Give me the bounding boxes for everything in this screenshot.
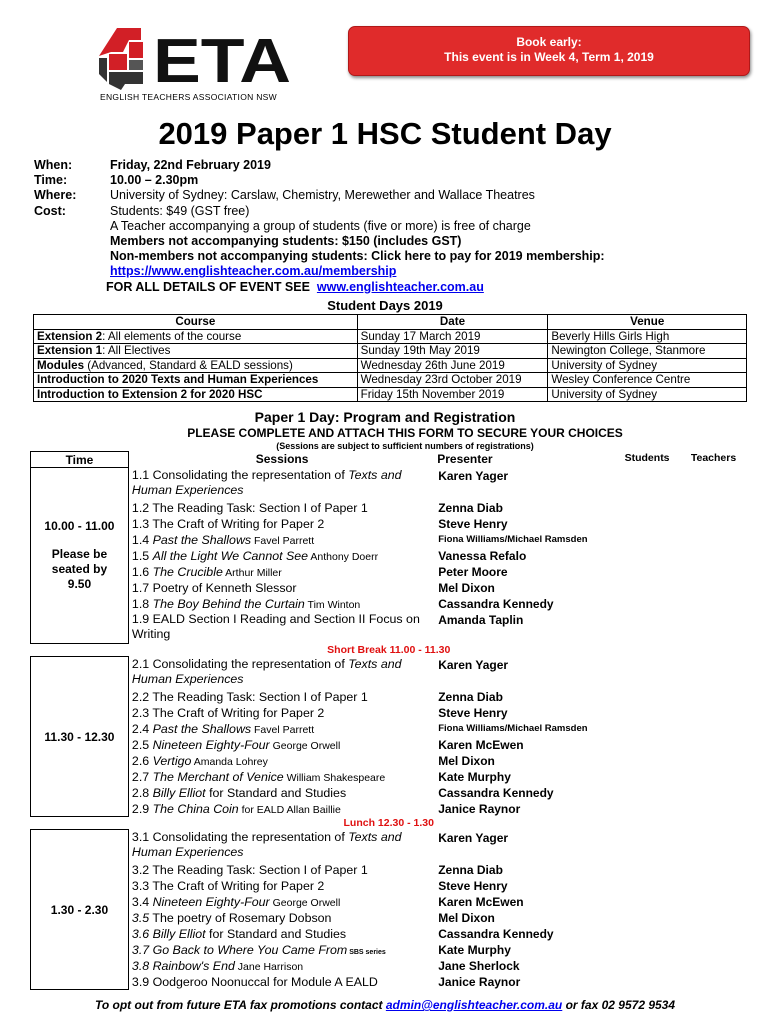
- presenter: Fiona Williams/Michael Ramsden: [438, 533, 588, 545]
- course-cell: Extension 1: All Electives: [34, 344, 358, 359]
- where-value: University of Sydney: Carslaw, Chemistry, Merewether and Wallace Theatres: [110, 188, 535, 203]
- session-3-1[interactable]: 3.1 Consolidating the representation of Texts and Human Experiences: [131, 829, 402, 859]
- block-1-presenters: [435, 468, 614, 644]
- lunch-row: [31, 817, 748, 830]
- session-3-3[interactable]: 3.3 The Craft of Writing for Paper 2: [131, 878, 325, 893]
- col-students: Students: [624, 451, 670, 464]
- student-day-row: [34, 358, 747, 373]
- teacher-line: A Teacher accompanying a group of students (five or more) is free of charge: [110, 218, 531, 233]
- footer: [0, 998, 770, 1012]
- presenter: Amanda Taplin: [438, 612, 524, 627]
- page-title: 2019 Paper 1 HSC Student Day: [158, 116, 612, 151]
- membership-link[interactable]: https://www.englishteacher.com.au/membership: [110, 264, 397, 279]
- course-cell: Modules (Advanced, Standard & EALD sessions): [34, 358, 358, 373]
- venue-cell: University of Sydney: [548, 387, 747, 402]
- footer-prefix: To opt out from future ETA fax promotions contact: [94, 998, 386, 1012]
- short-break: Short Break 11.00 - 11.30: [327, 644, 451, 656]
- eta-logo-text: ETA: [153, 27, 291, 96]
- book-early-banner: [348, 26, 750, 76]
- footer-email-link[interactable]: admin@englishteacher.com.au: [385, 998, 563, 1012]
- short-break-row: [31, 644, 748, 657]
- when-value: Friday, 22nd February 2019: [110, 158, 271, 172]
- block-3-presenters: [435, 830, 614, 990]
- presenter: Karen McEwen: [438, 737, 524, 752]
- detail-all-details: [30, 280, 605, 295]
- detail-nonmembers: [34, 249, 605, 264]
- block-2-sessions: [128, 657, 435, 817]
- venue-cell: University of Sydney: [548, 358, 747, 373]
- session-2-3[interactable]: 2.3 The Craft of Writing for Paper 2: [131, 705, 325, 720]
- presenter: Peter Moore: [438, 564, 508, 579]
- presenter: Karen Yager: [438, 657, 509, 672]
- session-block-3: [31, 830, 748, 990]
- detail-members: [34, 234, 605, 249]
- nonmembers-line: Non-members not accompanying students: Click here to pay for 2019 membership:: [110, 249, 605, 264]
- website-link[interactable]: www.englishteacher.com.au: [316, 279, 484, 294]
- date-cell: Sunday 19th May 2019: [357, 344, 548, 359]
- session-3-5[interactable]: 3.5 The poetry of Rosemary Dobson: [131, 910, 332, 925]
- course-cell: Introduction to 2020 Texts and Human Experiences: [34, 373, 358, 388]
- presenter: Fiona Williams/Michael Ramsden: [438, 722, 588, 734]
- block-2-time: 11.30 - 12.30: [31, 657, 129, 817]
- block-1-time-text: 10.00 - 11.00: [44, 519, 115, 533]
- date-cell: Wednesday 23rd October 2019: [357, 373, 548, 388]
- detail-where: [34, 188, 605, 203]
- presenter: Cassandra Kennedy: [438, 785, 554, 800]
- presenter: Steve Henry: [438, 705, 508, 720]
- col-teachers: Teachers: [690, 451, 737, 464]
- lunch-break: Lunch 12.30 - 1.30: [343, 817, 434, 829]
- detail-membership-link: [34, 264, 605, 279]
- presenter: Janice Raynor: [438, 974, 521, 989]
- presenter: Zenna Diab: [438, 500, 503, 515]
- student-day-row: [34, 373, 747, 388]
- time-label: Time:: [34, 173, 68, 188]
- presenter: Mel Dixon: [438, 910, 495, 925]
- venue-cell: Wesley Conference Centre: [548, 373, 747, 388]
- student-day-row: [34, 344, 747, 359]
- students-input-2[interactable]: [614, 657, 680, 817]
- session-3-8[interactable]: 3.8 Rainbow's End Jane Harrison: [131, 958, 304, 973]
- presenter: Zenna Diab: [438, 862, 503, 877]
- col-sessions: Sessions: [255, 451, 309, 466]
- date-cell: Sunday 17 March 2019: [357, 329, 548, 344]
- session-2-8[interactable]: 2.8 Billy Elliot for Standard and Studies: [131, 785, 347, 800]
- detail-time: [34, 173, 605, 188]
- eta-logo-mark: [99, 28, 143, 90]
- program-header: [31, 452, 748, 468]
- session-2-7[interactable]: 2.7 The Merchant of Venice William Shakespeare: [131, 769, 386, 784]
- venue-cell: Beverly Hills Girls High: [548, 329, 747, 344]
- col-time: Time: [31, 452, 129, 468]
- col-course: Course: [34, 315, 358, 330]
- presenter: Mel Dixon: [438, 580, 495, 595]
- session-3-6[interactable]: 3.6 Billy Elliot for Standard and Studies: [131, 926, 347, 941]
- block-3-sessions: [128, 830, 435, 990]
- session-3-9[interactable]: 3.9 Oodgeroo Noonuccal for Module A EALD: [131, 974, 378, 989]
- detail-cost: [34, 204, 605, 219]
- date-cell: Friday 15th November 2019: [357, 387, 548, 402]
- time-value: 10.00 – 2.30pm: [110, 173, 199, 188]
- block-1-time: [31, 468, 129, 644]
- event-details: [34, 158, 605, 295]
- where-label: Where:: [34, 188, 77, 203]
- session-2-5[interactable]: 2.5 Nineteen Eighty-Four George Orwell: [131, 737, 341, 752]
- block-2-presenters: [435, 657, 614, 817]
- cost-label: Cost:: [34, 203, 66, 218]
- presenter: Steve Henry: [438, 516, 508, 531]
- student-days-title: Student Days 2019: [327, 298, 443, 313]
- students-input-3[interactable]: [614, 830, 680, 990]
- col-date: Date: [357, 315, 548, 330]
- program-table: [30, 451, 747, 990]
- course-cell: Introduction to Extension 2 for 2020 HSC: [34, 387, 358, 402]
- session-2-4[interactable]: 2.4 Past the Shallows Favel Parrett: [131, 721, 315, 736]
- program-instruction: PLEASE COMPLETE AND ATTACH THIS FORM TO SECURE YOUR CHOICES: [187, 426, 623, 440]
- session-1-6[interactable]: 1.6 The Crucible Arthur Miller: [131, 564, 282, 579]
- presenter: Karen Yager: [438, 468, 509, 483]
- session-2-6[interactable]: 2.6 Vertigo Amanda Lohrey: [131, 753, 268, 768]
- seated-note: Please be seated by 9.50: [51, 547, 108, 591]
- logo-subtitle: ENGLISH TEACHERS ASSOCIATION NSW: [100, 92, 277, 102]
- presenter: Cassandra Kennedy: [438, 596, 554, 611]
- when-label: When:: [34, 158, 73, 172]
- session-3-2[interactable]: 3.2 The Reading Task: Section I of Paper 1: [131, 862, 368, 877]
- session-block-1: [31, 468, 748, 644]
- session-1-5[interactable]: 1.5 All the Light We Cannot See Anthony Doerr: [131, 548, 379, 563]
- session-3-7[interactable]: 3.7 Go Back to Where You Came From SBS series: [131, 942, 386, 957]
- presenter: Cassandra Kennedy: [438, 926, 554, 941]
- session-block-2: [31, 657, 748, 817]
- presenter: Jane Sherlock: [438, 958, 520, 973]
- session-1-4[interactable]: 1.4 Past the Shallows Favel Parrett: [131, 532, 315, 547]
- program-title: Paper 1 Day: Program and Registration: [254, 409, 516, 425]
- col-venue: Venue: [548, 315, 747, 330]
- session-2-1[interactable]: 2.1 Consolidating the representation of Texts and Human Experiences: [131, 656, 402, 686]
- student-days-header: [34, 315, 747, 330]
- footer-suffix: or fax 02 9572 9534: [562, 998, 676, 1012]
- presenter: Vanessa Refalo: [438, 548, 527, 563]
- presenter: Steve Henry: [438, 878, 508, 893]
- session-1-9[interactable]: 1.9 EALD Section I Reading and Section II Focus on Writing: [131, 611, 420, 641]
- banner-line-2: This event is in Week 4, Term 1, 2019: [444, 50, 654, 64]
- block-3-time: 1.30 - 2.30: [31, 830, 129, 990]
- teachers-input-2[interactable]: [680, 657, 747, 817]
- presenter: Karen McEwen: [438, 894, 524, 909]
- session-1-1[interactable]: 1.1 Consolidating the representation of Texts and Human Experiences: [131, 467, 402, 497]
- student-days-table: [33, 314, 747, 402]
- student-day-row: [34, 387, 747, 402]
- presenter: Zenna Diab: [438, 689, 503, 704]
- students-input-1[interactable]: [614, 468, 680, 644]
- session-1-2[interactable]: 1.2 The Reading Task: Section I of Paper 1: [131, 500, 368, 515]
- banner-line-1: Book early:: [516, 35, 582, 49]
- session-2-2[interactable]: 2.2 The Reading Task: Section I of Paper 1: [131, 689, 368, 704]
- detail-teacher: [34, 219, 605, 234]
- session-1-8[interactable]: 1.8 The Boy Behind the Curtain Tim Winton: [131, 596, 361, 611]
- col-presenter: Presenter: [437, 451, 493, 466]
- venue-cell: Newington College, Stanmore: [548, 344, 747, 359]
- presenter: Kate Murphy: [438, 769, 511, 784]
- session-2-9[interactable]: 2.9 The China Coin for EALD Allan Baillie: [131, 801, 341, 816]
- date-cell: Wednesday 26th June 2019: [357, 358, 548, 373]
- presenter: Kate Murphy: [438, 942, 511, 957]
- members-line: Members not accompanying students: $150 (includes GST): [110, 234, 462, 249]
- cost-value: Students: $49 (GST free): [110, 203, 250, 218]
- session-1-3[interactable]: 1.3 The Craft of Writing for Paper 2: [131, 516, 325, 531]
- session-3-4[interactable]: 3.4 Nineteen Eighty-Four George Orwell: [131, 894, 341, 909]
- teachers-input-1[interactable]: [680, 468, 747, 644]
- program-note: (Sessions are subject to sufficient numbers of registrations): [276, 441, 534, 451]
- course-cell: Extension 2: All elements of the course: [34, 329, 358, 344]
- all-details-text: FOR ALL DETAILS OF EVENT SEE: [106, 279, 310, 294]
- detail-when: [34, 158, 605, 173]
- presenter: Janice Raynor: [438, 801, 521, 816]
- presenter: Mel Dixon: [438, 753, 495, 768]
- teachers-input-3[interactable]: [680, 830, 747, 990]
- block-1-sessions: [128, 468, 435, 644]
- student-day-row: [34, 329, 747, 344]
- session-1-7[interactable]: 1.7 Poetry of Kenneth Slessor: [131, 580, 297, 595]
- presenter: Karen Yager: [438, 830, 509, 845]
